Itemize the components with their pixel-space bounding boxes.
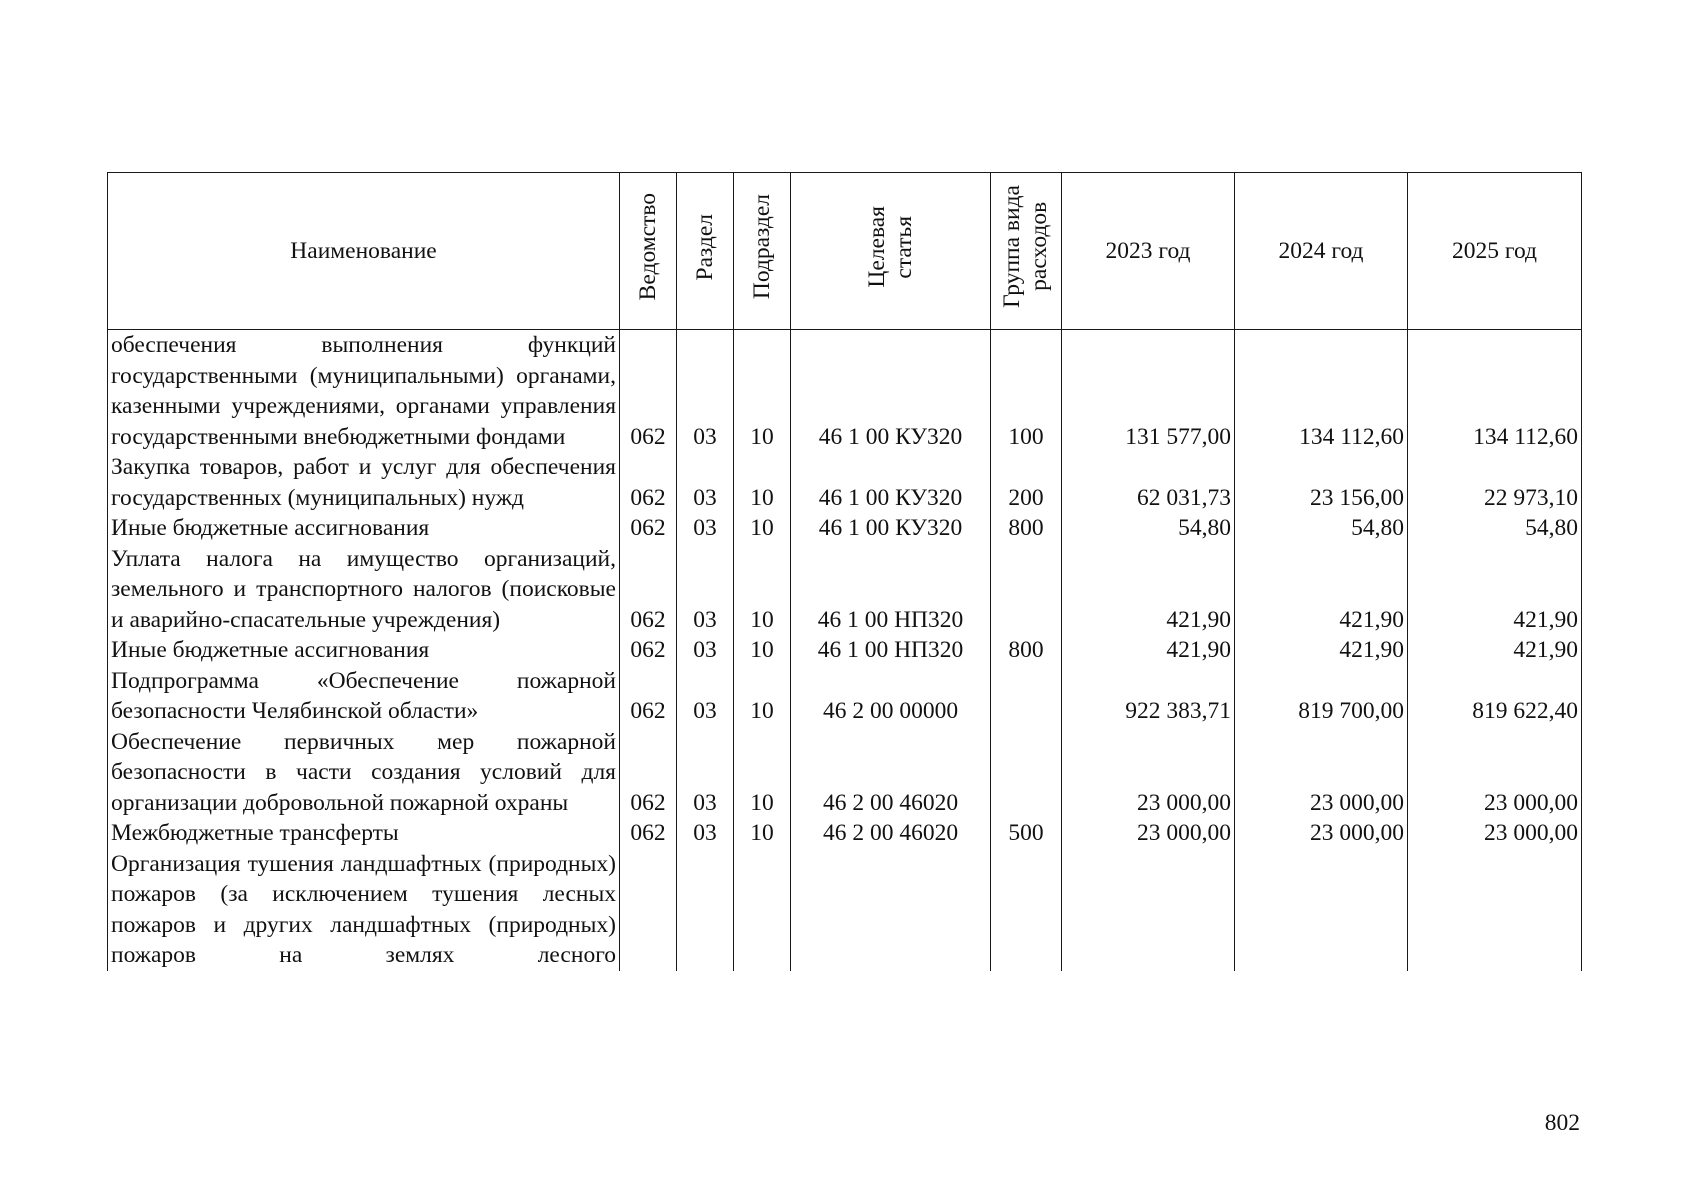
row-razdel: 03 — [677, 544, 734, 636]
table-header-row — [108, 173, 1582, 330]
row-razdel: 03 — [677, 727, 734, 819]
row-vedomstvo: 062 — [620, 635, 677, 666]
row-razdel — [677, 849, 734, 971]
row-razdel: 03 — [677, 452, 734, 513]
row-2024: 54,80 — [1235, 513, 1408, 544]
row-2024: 421,90 — [1235, 544, 1408, 636]
row-name: обеспечения выполнения функций государственными (муниципальными) органами, казенными учреждениями, органами управления государственными внебюджетными фондами — [108, 330, 620, 453]
row-celevaya-statya: 46 1 00 КУ320 — [791, 513, 991, 544]
row-2023: 421,90 — [1062, 635, 1235, 666]
row-gruppa-vida-rashodov: 500 — [991, 818, 1062, 849]
table-row — [108, 513, 1582, 544]
table-row — [108, 330, 1582, 453]
budget-table — [107, 172, 1582, 971]
header-vedomstvo: Ведомство — [620, 173, 677, 330]
row-celevaya-statya: 46 2 00 46020 — [791, 818, 991, 849]
row-gruppa-vida-rashodov — [991, 544, 1062, 636]
row-celevaya-statya: 46 2 00 00000 — [791, 666, 991, 727]
row-podrazdel: 10 — [734, 727, 791, 819]
row-razdel: 03 — [677, 635, 734, 666]
header-name: Наименование — [108, 173, 620, 330]
row-podrazdel: 10 — [734, 544, 791, 636]
row-2025: 54,80 — [1408, 513, 1582, 544]
row-celevaya-statya: 46 1 00 НП320 — [791, 635, 991, 666]
row-gruppa-vida-rashodov: 200 — [991, 452, 1062, 513]
row-gruppa-vida-rashodov: 100 — [991, 330, 1062, 453]
row-name: Иные бюджетные ассигнования — [108, 635, 620, 666]
row-2025: 421,90 — [1408, 635, 1582, 666]
row-name: Иные бюджетные ассигнования — [108, 513, 620, 544]
row-podrazdel: 10 — [734, 513, 791, 544]
row-podrazdel: 10 — [734, 818, 791, 849]
row-2023: 23 000,00 — [1062, 818, 1235, 849]
row-2023: 23 000,00 — [1062, 727, 1235, 819]
row-podrazdel: 10 — [734, 452, 791, 513]
row-2025 — [1408, 849, 1582, 971]
row-name: Организация тушения ландшафтных (природных) пожаров (за исключением тушения лесных пожаров и других ландшафтных (природных) пожаров на землях лесного — [108, 849, 620, 971]
row-vedomstvo: 062 — [620, 544, 677, 636]
row-2024: 23 000,00 — [1235, 727, 1408, 819]
row-razdel: 03 — [677, 330, 734, 453]
row-2023: 922 383,71 — [1062, 666, 1235, 727]
row-2023: 62 031,73 — [1062, 452, 1235, 513]
row-vedomstvo — [620, 849, 677, 971]
header-2025: 2025 год — [1408, 173, 1582, 330]
row-razdel: 03 — [677, 513, 734, 544]
row-vedomstvo: 062 — [620, 727, 677, 819]
header-2024: 2024 год — [1235, 173, 1408, 330]
row-2024: 134 112,60 — [1235, 330, 1408, 453]
header-gruppa-vida-rashodov: Группа вида расходов — [991, 173, 1062, 330]
table-row — [108, 544, 1582, 636]
row-podrazdel: 10 — [734, 635, 791, 666]
row-2025: 421,90 — [1408, 544, 1582, 636]
row-podrazdel: 10 — [734, 666, 791, 727]
row-razdel: 03 — [677, 818, 734, 849]
table-row — [108, 849, 1582, 971]
row-podrazdel — [734, 849, 791, 971]
row-name: Уплата налога на имущество организаций, земельного и транспортного налогов (поисковые и аварийно-спасательные учреждения) — [108, 544, 620, 636]
row-2024: 421,90 — [1235, 635, 1408, 666]
row-razdel: 03 — [677, 666, 734, 727]
row-vedomstvo: 062 — [620, 818, 677, 849]
row-vedomstvo: 062 — [620, 330, 677, 453]
row-2025: 22 973,10 — [1408, 452, 1582, 513]
table-row — [108, 727, 1582, 819]
row-2025: 819 622,40 — [1408, 666, 1582, 727]
row-vedomstvo: 062 — [620, 666, 677, 727]
row-2024: 23 156,00 — [1235, 452, 1408, 513]
table-row — [108, 818, 1582, 849]
row-celevaya-statya: 46 1 00 КУ320 — [791, 330, 991, 453]
header-2023: 2023 год — [1062, 173, 1235, 330]
row-vedomstvo: 062 — [620, 513, 677, 544]
row-gruppa-vida-rashodov — [991, 727, 1062, 819]
row-gruppa-vida-rashodov: 800 — [991, 635, 1062, 666]
row-gruppa-vida-rashodov — [991, 666, 1062, 727]
table-row — [108, 666, 1582, 727]
row-name: Закупка товаров, работ и услуг для обеспечения государственных (муниципальных) нужд — [108, 452, 620, 513]
table-row — [108, 635, 1582, 666]
page-number: 802 — [1544, 1110, 1580, 1136]
row-2024 — [1235, 849, 1408, 971]
row-2023: 421,90 — [1062, 544, 1235, 636]
row-2025: 23 000,00 — [1408, 727, 1582, 819]
row-celevaya-statya: 46 1 00 КУ320 — [791, 452, 991, 513]
header-podrazdel: Подраздел — [734, 173, 791, 330]
table-row — [108, 452, 1582, 513]
row-vedomstvo: 062 — [620, 452, 677, 513]
row-celevaya-statya: 46 1 00 НП320 — [791, 544, 991, 636]
row-2024: 23 000,00 — [1235, 818, 1408, 849]
row-gruppa-vida-rashodov: 800 — [991, 513, 1062, 544]
row-celevaya-statya: 46 2 00 46020 — [791, 727, 991, 819]
row-2023: 54,80 — [1062, 513, 1235, 544]
row-gruppa-vida-rashodov — [991, 849, 1062, 971]
row-2025: 23 000,00 — [1408, 818, 1582, 849]
row-name: Подпрограмма «Обеспечение пожарной безопасности Челябинской области» — [108, 666, 620, 727]
row-2023 — [1062, 849, 1235, 971]
header-razdel: Раздел — [677, 173, 734, 330]
row-2025: 134 112,60 — [1408, 330, 1582, 453]
row-celevaya-statya — [791, 849, 991, 971]
row-name: Межбюджетные трансферты — [108, 818, 620, 849]
header-celevaya-statya: Целевая статья — [791, 173, 991, 330]
row-name: Обеспечение первичных мер пожарной безопасности в части создания условий для организации добровольной пожарной охраны — [108, 727, 620, 819]
row-2023: 131 577,00 — [1062, 330, 1235, 453]
row-podrazdel: 10 — [734, 330, 791, 453]
row-2024: 819 700,00 — [1235, 666, 1408, 727]
